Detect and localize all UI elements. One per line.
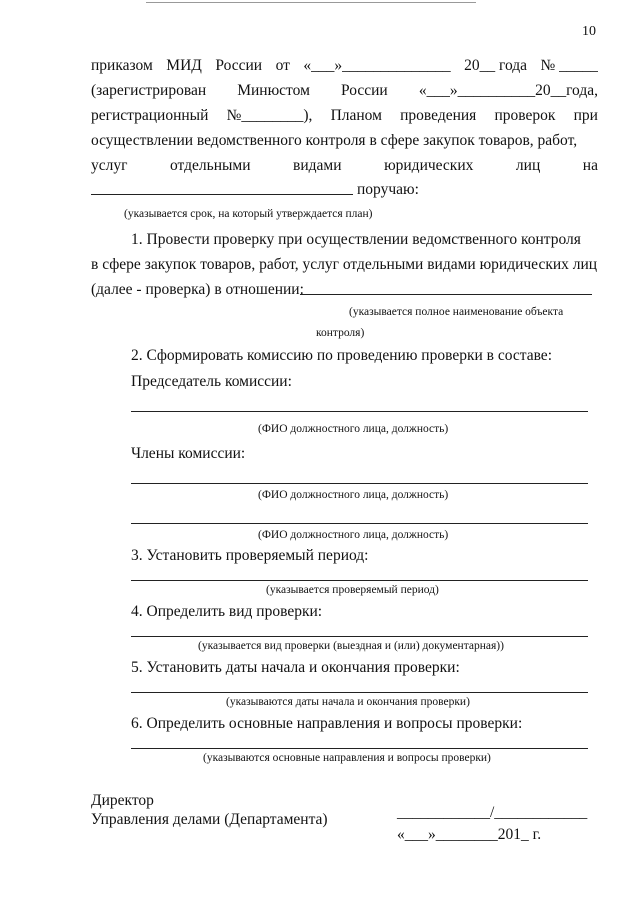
top-border xyxy=(146,2,476,3)
signer-role-2: Управления делами (Департамента) xyxy=(91,811,328,828)
dates-caption: (указываются даты начала и окончания проверки) xyxy=(226,696,470,708)
order-number-field: № _____ xyxy=(540,57,598,74)
registration-number-field: №________), xyxy=(226,107,313,124)
member-blank-2 xyxy=(131,523,588,524)
control-object-caption-a: (указывается полное наименование объекта xyxy=(349,306,564,318)
intro-line-2 xyxy=(91,82,598,100)
item2-title: 2. Сформировать комиссию по проведению проверки в составе: xyxy=(131,347,552,364)
chair-caption: (ФИО должностного лица, должность) xyxy=(258,423,449,435)
intro-line-4: осуществлении ведомственного контроля в сфере закупок товаров, работ, xyxy=(91,132,578,149)
text-word: видами xyxy=(293,157,342,174)
text-word: регистрационный xyxy=(91,107,209,124)
control-object-caption-b: контроля) xyxy=(316,327,365,339)
text-word: (зарегистрирован xyxy=(91,82,207,99)
directions-blank xyxy=(131,748,588,749)
signature-line: ____________/____________ xyxy=(397,804,588,821)
text-word: МИД xyxy=(166,57,202,74)
member-caption-1: (ФИО должностного лица, должность) xyxy=(258,489,449,501)
text-word: на xyxy=(582,157,598,174)
text-word: услуг xyxy=(91,157,128,174)
members-label: Члены комиссии: xyxy=(131,445,246,462)
text-word: России xyxy=(215,57,263,74)
text-word: проверок xyxy=(494,107,556,124)
page-number: 10 xyxy=(582,24,596,39)
text-word: приказом xyxy=(91,57,153,74)
text-word: отдельными xyxy=(170,157,251,174)
intro-line-5 xyxy=(91,157,598,175)
period-caption: (указывается проверяемый период) xyxy=(266,584,439,596)
text-word: России xyxy=(340,82,388,99)
signer-role-1: Директор xyxy=(91,792,154,809)
intro-line-3 xyxy=(91,107,598,125)
period-blank xyxy=(131,580,588,581)
type-caption: (указывается вид проверки (выездная и (или) документарная)) xyxy=(198,640,504,652)
text-word: лиц xyxy=(515,157,541,174)
member-caption-2: (ФИО должностного лица, должность) xyxy=(258,529,449,541)
control-object-blank xyxy=(300,294,592,295)
order-date-field: «___»______________ xyxy=(303,57,451,74)
text-word: проведения xyxy=(400,107,477,124)
text-word: Минюстом xyxy=(237,82,310,99)
item6-title: 6. Определить основные направления и вопросы проверки: xyxy=(131,715,523,732)
item3-title: 3. Установить проверяемый период: xyxy=(131,547,369,564)
text-word: юридических xyxy=(384,157,474,174)
registration-date-field: «___»__________20__года, xyxy=(418,82,598,99)
item4-title: 4. Определить вид проверки: xyxy=(131,603,323,620)
chair-label: Председатель комиссии: xyxy=(131,373,292,390)
text-word: при xyxy=(573,107,598,124)
item1-line-2: в сфере закупок товаров, работ, услуг отдельными видами юридических лиц xyxy=(91,256,598,273)
order-year-field: 20__ года xyxy=(464,57,528,74)
dates-blank xyxy=(131,692,588,693)
type-blank xyxy=(131,636,588,637)
intro-line-1 xyxy=(91,57,598,75)
text-word: Планом xyxy=(330,107,382,124)
text-word: от xyxy=(275,57,290,74)
item1-line-1: 1. Провести проверку при осуществлении ведомственного контроля xyxy=(131,231,581,248)
plan-term-caption: (указывается срок, на который утверждается план) xyxy=(124,208,373,220)
member-blank-1 xyxy=(131,483,588,484)
signature-date: «___»________201_ г. xyxy=(397,826,542,843)
item1-line-3: (далее - проверка) в отношении: xyxy=(91,281,304,298)
chair-blank xyxy=(131,411,588,412)
item5-title: 5. Установить даты начала и окончания проверки: xyxy=(131,659,460,676)
instruct-word: поручаю: xyxy=(357,181,419,198)
plan-term-blank xyxy=(91,194,353,195)
directions-caption: (указываются основные направления и вопросы проверки) xyxy=(203,752,491,764)
